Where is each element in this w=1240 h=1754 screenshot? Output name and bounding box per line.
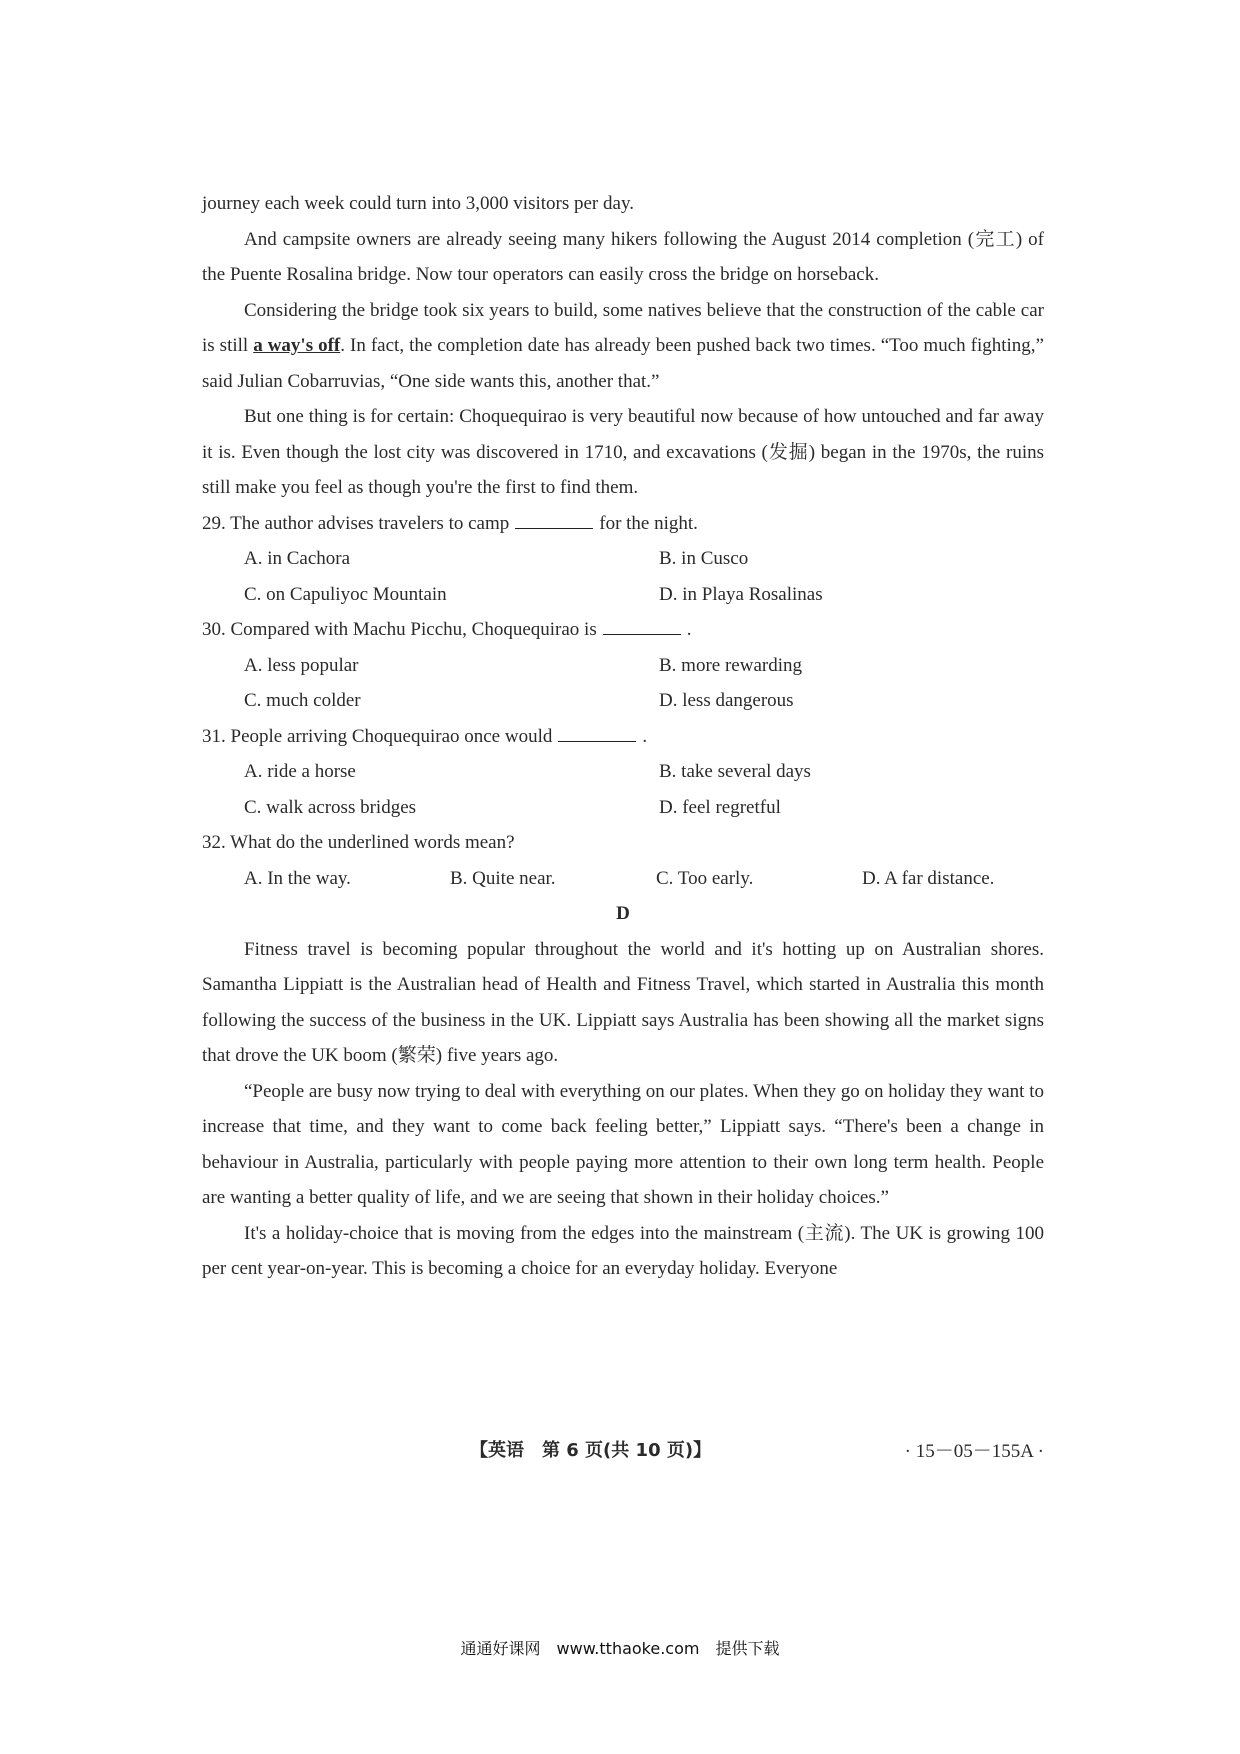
- question-stem: 32. What do the underlined words mean?: [202, 832, 515, 853]
- question-32-options: [202, 861, 1044, 897]
- option: D. less dangerous: [659, 690, 794, 711]
- passage-c-paragraph-4: But one thing is for certain: Choquequirao is very beautiful now because of how untouched and far away it is. Even though the lost city was discovered in 1710, and excavations (发掘) began in the 1970s, the ruins still make you feel as though you're the first to find them.: [202, 406, 1044, 498]
- option: B. Quite near.: [450, 867, 556, 889]
- option: C. much colder: [244, 690, 361, 711]
- exam-page: [202, 186, 1044, 1287]
- question-stem-end: for the night.: [599, 512, 698, 534]
- question-stem-end: .: [686, 619, 692, 640]
- passage-d-paragraph-1: Fitness travel is becoming popular throughout the world and it's hotting up on Australian shores. Samantha Lippiatt is the Australian head of Health and Fitness Travel, which started in Australia this month following the success of the business in the UK. Lippiatt says Australia has been showing all the market signs that drove the UK boom (繁荣) five years ago.: [202, 938, 1044, 1066]
- question-31-options: [202, 754, 1044, 825]
- option: C. on Capuliyoc Mountain: [244, 583, 447, 605]
- answer-blank: [558, 740, 636, 742]
- option: B. take several days: [659, 761, 811, 782]
- option: D. in Playa Rosalinas: [659, 583, 823, 605]
- question-stem: 30. Compared with Machu Picchu, Choquequirao is: [202, 619, 597, 640]
- option: B. in Cusco: [659, 548, 749, 569]
- question-30-options: [202, 648, 1044, 719]
- option: A. In the way.: [244, 867, 351, 889]
- question-30: [202, 612, 1044, 648]
- option: A. less popular: [244, 654, 359, 676]
- option: C. Too early.: [656, 867, 754, 889]
- option: D. A far distance.: [862, 867, 995, 889]
- question-stem-end: .: [642, 725, 648, 747]
- option: A. in Cachora: [244, 548, 351, 569]
- download-credit: 通通好课网 www.tthaoke.com 提供下载: [460, 1639, 780, 1658]
- option: C. walk across bridges: [244, 796, 417, 818]
- question-31: [202, 719, 1044, 755]
- passage-d-paragraph-3: It's a holiday-choice that is moving from the edges into the mainstream (主流). The UK is growing 100 per cent year-on-year. This is becoming a choice for an everyday holiday. Everyone: [202, 1222, 1044, 1279]
- section-heading: D: [616, 903, 630, 924]
- paragraph-text: Considering the bridge took six years to build, some natives believe that the construction of the cable car is still: [202, 299, 1044, 356]
- passage-c-paragraph-2: And campsite owners are already seeing many hikers following the August 2014 completion (完工) of the Puente Rosalina bridge. Now tour operators can easily cross the bridge on horseback.: [202, 228, 1044, 285]
- passage-d-paragraph-2: “People are busy now trying to deal with everything on our plates. When they go on holiday they want to increase that time, and they want to come back feeling better,” Lippiatt says. “There's been a change in behaviour in Australia, particularly with people paying more attention to their own long term health. People are wanting a better quality of life, and we are seeing that shown in their holiday choices.”: [202, 1080, 1044, 1208]
- question-stem: 31. People arriving Choquequirao once would: [202, 725, 553, 747]
- underlined-phrase: a way's off: [253, 335, 341, 356]
- question-32: [202, 825, 1044, 861]
- option: D. feel regretful: [659, 796, 781, 818]
- exam-code: · 15－05－155A ·: [904, 1441, 1044, 1462]
- answer-blank: [515, 527, 593, 529]
- answer-blank: [603, 633, 681, 635]
- passage-c-paragraph-3: [202, 293, 1044, 400]
- page-number-label: 【英语 第 6 页(共 10 页)】: [470, 1440, 712, 1461]
- paragraph-text: . In fact, the completion date has already been pushed back two times. “Too much fighting,” said Julian Cobarruvias, “One side wants this, another that.”: [202, 335, 1044, 392]
- option: B. more rewarding: [659, 654, 802, 676]
- question-stem: 29. The author advises travelers to camp: [202, 512, 510, 534]
- question-29: [202, 506, 1044, 542]
- option: A. ride a horse: [244, 761, 356, 782]
- passage-c-paragraph-1: journey each week could turn into 3,000 visitors per day.: [202, 193, 634, 214]
- question-29-options: [202, 541, 1044, 612]
